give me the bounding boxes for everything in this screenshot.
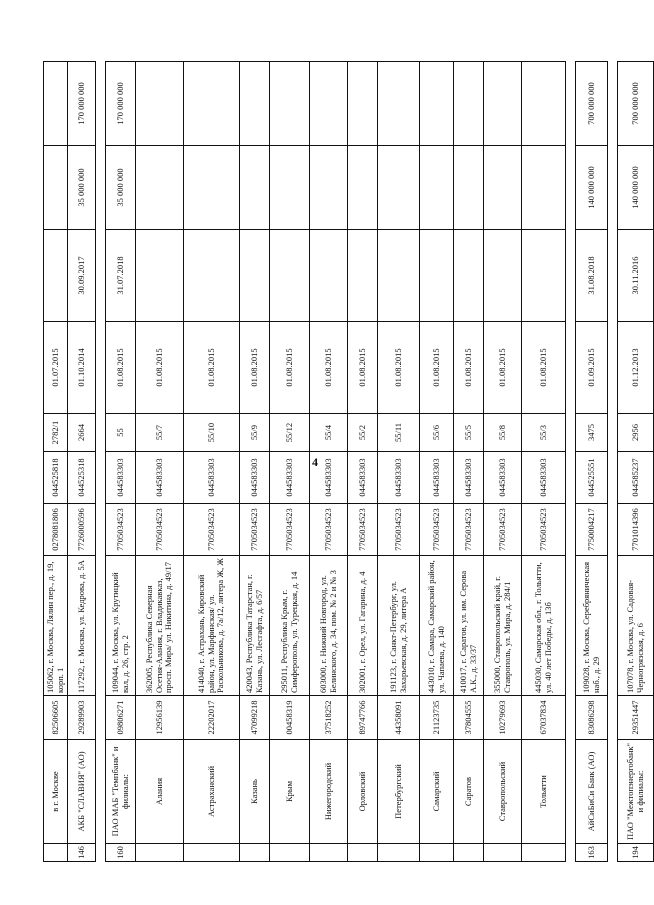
registration-number-cell: 55/2 [348,414,378,452]
okpo-code-cell: 47099218 [240,696,270,740]
bik-code-cell: 044525818 [44,452,68,504]
address-cell: 414040, г. Астрахань, Кировский район, ул. Марфинская/ ул. Раскольникова, д. 7а/12, литера Ж, Ж [184,556,240,696]
end-date-cell [378,230,420,322]
registration-number-cell: 55/3 [522,414,566,452]
address-cell: 443010, г. Самара, Самарский район, ул. Чапаева, д. 140 [420,556,454,696]
row-number-cell: 146 [68,844,96,862]
table-gap [96,62,106,862]
row-number-cell: 194 [618,844,654,862]
amount-2-cell [454,62,484,146]
amount-1-cell [454,146,484,230]
end-date-cell [44,230,68,322]
table-row [576,62,608,862]
amount-1-cell [484,146,522,230]
organization-name-cell: Самарский [420,740,454,844]
address-cell: 603000, г. Нижний Новгород, ул. Белинского, д. 34, пом. № 2 и № 3 [310,556,348,696]
organization-name-cell: Тольятти [522,740,566,844]
registration-number-cell: 55/5 [454,414,484,452]
bik-code-cell: 044583303 [378,452,420,504]
amount-2-cell [240,62,270,146]
amount-1-cell: 35 000 000 [68,146,96,230]
end-date-cell [136,230,184,322]
okpo-code-cell: 44358091 [378,696,420,740]
start-date-cell: 01.07.2015 [44,322,68,414]
table-row [484,62,522,862]
amount-1-cell [420,146,454,230]
row-number-cell [454,844,484,862]
amount-1-cell [378,146,420,230]
inn-code-cell: 7705034523 [420,504,454,556]
registration-number-cell: 55/6 [420,414,454,452]
organization-name-cell: Астраханский [184,740,240,844]
bik-code-cell: 044525551 [576,452,608,504]
start-date-cell: 01.08.2015 [378,322,420,414]
bik-code-cell: 044583303 [270,452,310,504]
amount-2-cell [184,62,240,146]
row-number-cell [484,844,522,862]
inn-code-cell: 7705034523 [240,504,270,556]
start-date-cell: 01.08.2015 [522,322,566,414]
table-row [270,62,310,862]
start-date-cell: 01.08.2015 [454,322,484,414]
start-date-cell: 01.08.2015 [240,322,270,414]
end-date-cell [184,230,240,322]
gap-cell [608,62,618,862]
bik-code-cell: 044525318 [68,452,96,504]
end-date-cell [484,230,522,322]
row-number-cell [310,844,348,862]
end-date-cell: 31.07.2018 [106,230,136,322]
amount-1-cell [348,146,378,230]
inn-code-cell: 7701014396 [618,504,654,556]
inn-code-cell: 7705034523 [454,504,484,556]
amount-2-cell: 170 000 000 [68,62,96,146]
amount-2-cell [136,62,184,146]
row-number-cell [420,844,454,862]
inn-code-cell: 7705034523 [136,504,184,556]
inn-code-cell: 0278081806 [44,504,68,556]
inn-code-cell: 7750004217 [576,504,608,556]
address-cell: 355000, Ставропольский край, г. Ставрополь, ул. Мира, д. 284/1 [484,556,522,696]
okpo-code-cell: 37804555 [454,696,484,740]
bik-code-cell: 044585237 [618,452,654,504]
organization-name-cell: Петербургский [378,740,420,844]
amount-1-cell [240,146,270,230]
registration-number-cell: 2664 [68,414,96,452]
okpo-code-cell: 89747766 [348,696,378,740]
start-date-cell: 01.09.2015 [576,322,608,414]
okpo-code-cell: 10279693 [484,696,522,740]
page-number: 4 [312,455,318,469]
table-row [184,62,240,862]
gap-cell [96,62,106,862]
organization-name-cell: Нижегородский [310,740,348,844]
registration-number-cell: 2956 [618,414,654,452]
table-row [240,62,270,862]
row-number-cell [44,844,68,862]
amount-1-cell [44,146,68,230]
table-row [68,62,96,862]
row-number-cell: 160 [106,844,136,862]
table-gap [608,62,618,862]
amount-2-cell [378,62,420,146]
address-cell: 420043, Республика Татарстан, г. Казань, ул. Лесгафта, д. 6/57 [240,556,270,696]
table-body [44,62,654,862]
okpo-code-cell: 09806271 [106,696,136,740]
organization-name-cell: Ставропольский [484,740,522,844]
end-date-cell [240,230,270,322]
okpo-code-cell: 29289903 [68,696,96,740]
address-cell: 105062, г. Москва, Лялин пер., д. 19, корп. 1 [44,556,68,696]
amount-2-cell [484,62,522,146]
bik-code-cell: 044583303 [310,452,348,504]
bik-code-cell: 044583303 [136,452,184,504]
organization-name-cell: в г. Москве [44,740,68,844]
bik-code-cell: 044583303 [420,452,454,504]
start-date-cell: 01.08.2015 [348,322,378,414]
address-cell: 107078, г. Москва, ул. Садовая-Черногрязская, д. 6 [618,556,654,696]
okpo-code-cell: 21123735 [420,696,454,740]
inn-code-cell: 7705034523 [106,504,136,556]
bik-code-cell: 044583303 [522,452,566,504]
organization-name-cell: АКБ "СЛАВИЯ" (АО) [68,740,96,844]
start-date-cell: 01.08.2015 [420,322,454,414]
registration-number-cell: 55/8 [484,414,522,452]
address-cell: 445030, Самарская обл., г. Тольятти, ул. 40 лет Победы, д. 13б [522,556,566,696]
okpo-code-cell: 00458319 [270,696,310,740]
bik-code-cell: 044583303 [106,452,136,504]
start-date-cell: 01.08.2015 [310,322,348,414]
start-date-cell: 01.08.2015 [136,322,184,414]
start-date-cell: 01.08.2015 [106,322,136,414]
start-date-cell: 01.08.2015 [484,322,522,414]
end-date-cell: 30.09.2017 [68,230,96,322]
inn-code-cell: 7705034523 [522,504,566,556]
amount-1-cell: 140 000 000 [618,146,654,230]
end-date-cell [310,230,348,322]
rotated-table-container [43,62,645,862]
start-date-cell: 01.10.2014 [68,322,96,414]
amount-2-cell [522,62,566,146]
amount-2-cell: 700 000 000 [618,62,654,146]
amount-2-cell [270,62,310,146]
table-row [454,62,484,862]
amount-1-cell: 35 000 000 [106,146,136,230]
organization-name-cell: Орловский [348,740,378,844]
organization-name-cell: ПАО "Межтопэнергобанк" и филиалы: [618,740,654,844]
table-row [348,62,378,862]
bik-code-cell: 044583303 [240,452,270,504]
bank-registry-table [43,61,654,862]
registration-number-cell: 55/10 [184,414,240,452]
bik-code-cell: 044583303 [454,452,484,504]
amount-1-cell: 140 000 000 [576,146,608,230]
registration-number-cell: 55/11 [378,414,420,452]
inn-code-cell: 7705034523 [484,504,522,556]
table-row [522,62,566,862]
start-date-cell: 01.08.2015 [270,322,310,414]
registration-number-cell: 55/12 [270,414,310,452]
registration-number-cell: 55/9 [240,414,270,452]
organization-name-cell: Крым [270,740,310,844]
table-row [618,62,654,862]
table-row [44,62,68,862]
inn-code-cell: 7726000596 [68,504,96,556]
inn-code-cell: 7705034523 [184,504,240,556]
amount-2-cell [44,62,68,146]
address-cell: 191123, г. Санкт-Петербург, ул. Захарьевская, д. 29, литера А [378,556,420,696]
row-number-cell [240,844,270,862]
amount-2-cell [310,62,348,146]
inn-code-cell: 7705034523 [270,504,310,556]
row-number-cell [184,844,240,862]
end-date-cell [522,230,566,322]
amount-1-cell [270,146,310,230]
row-number-cell [348,844,378,862]
amount-1-cell [522,146,566,230]
okpo-code-cell: 67037834 [522,696,566,740]
okpo-code-cell: 29351447 [618,696,654,740]
end-date-cell [270,230,310,322]
registration-number-cell: 55/4 [310,414,348,452]
bik-code-cell: 044583303 [348,452,378,504]
inn-code-cell: 7705034523 [348,504,378,556]
bik-code-cell: 044583303 [184,452,240,504]
registration-number-cell: 2782/1 [44,414,68,452]
amount-1-cell [184,146,240,230]
okpo-code-cell: 37518252 [310,696,348,740]
table-row [310,62,348,862]
bik-code-cell: 044583303 [484,452,522,504]
start-date-cell: 01.08.2015 [184,322,240,414]
organization-name-cell: Казань [240,740,270,844]
amount-2-cell: 700 000 000 [576,62,608,146]
amount-1-cell [310,146,348,230]
address-cell: 295011, Республика Крым, г. Симферополь, ул. Турецкая, д. 14 [270,556,310,696]
okpo-code-cell: 83086298 [576,696,608,740]
address-cell: 109044, г. Москва, ул. Крутицкий вал, д. 26, стр. 2 [106,556,136,696]
end-date-cell [454,230,484,322]
address-cell: 362005, Республика Северная Осетия-Алания, г. Владикавказ, просп. Мира/ ул. Никитина, д. 49/17 [136,556,184,696]
inn-code-cell: 7705034523 [310,504,348,556]
okpo-code-cell: 12956139 [136,696,184,740]
address-cell: 117292, г. Москва, ул. Кедрова, д. 5А [68,556,96,696]
end-date-cell: 30.11.2016 [618,230,654,322]
end-date-cell [348,230,378,322]
registration-number-cell: 55 [106,414,136,452]
organization-name-cell: Алания [136,740,184,844]
gap-cell [566,62,576,862]
registration-number-cell: 55/7 [136,414,184,452]
okpo-code-cell: 82506605 [44,696,68,740]
organization-name-cell: Саратов [454,740,484,844]
registration-number-cell: 3475 [576,414,608,452]
row-number-cell [378,844,420,862]
okpo-code-cell: 22202017 [184,696,240,740]
address-cell: 109028, г. Москва, Серебряническая наб., д. 29 [576,556,608,696]
end-date-cell: 31.08.2018 [576,230,608,322]
row-number-cell [270,844,310,862]
amount-2-cell: 170 000 000 [106,62,136,146]
table-gap [566,62,576,862]
table-row [106,62,136,862]
amount-2-cell [420,62,454,146]
row-number-cell [522,844,566,862]
row-number-cell [136,844,184,862]
amount-1-cell [136,146,184,230]
inn-code-cell: 7705034523 [378,504,420,556]
table-row [420,62,454,862]
amount-2-cell [348,62,378,146]
address-cell: 302001, г. Орел, ул. Гагарина, д. 4 [348,556,378,696]
organization-name-cell: АйСиБиСи Банк (АО) [576,740,608,844]
table-row [378,62,420,862]
address-cell: 410017, г. Саратов, ул. им. Серова А.К., д. 33/37 [454,556,484,696]
start-date-cell: 01.12.2013 [618,322,654,414]
organization-name-cell: ПАО МАБ "Темпбанк" и филиалы: [106,740,136,844]
end-date-cell [420,230,454,322]
row-number-cell: 163 [576,844,608,862]
table-row [136,62,184,862]
